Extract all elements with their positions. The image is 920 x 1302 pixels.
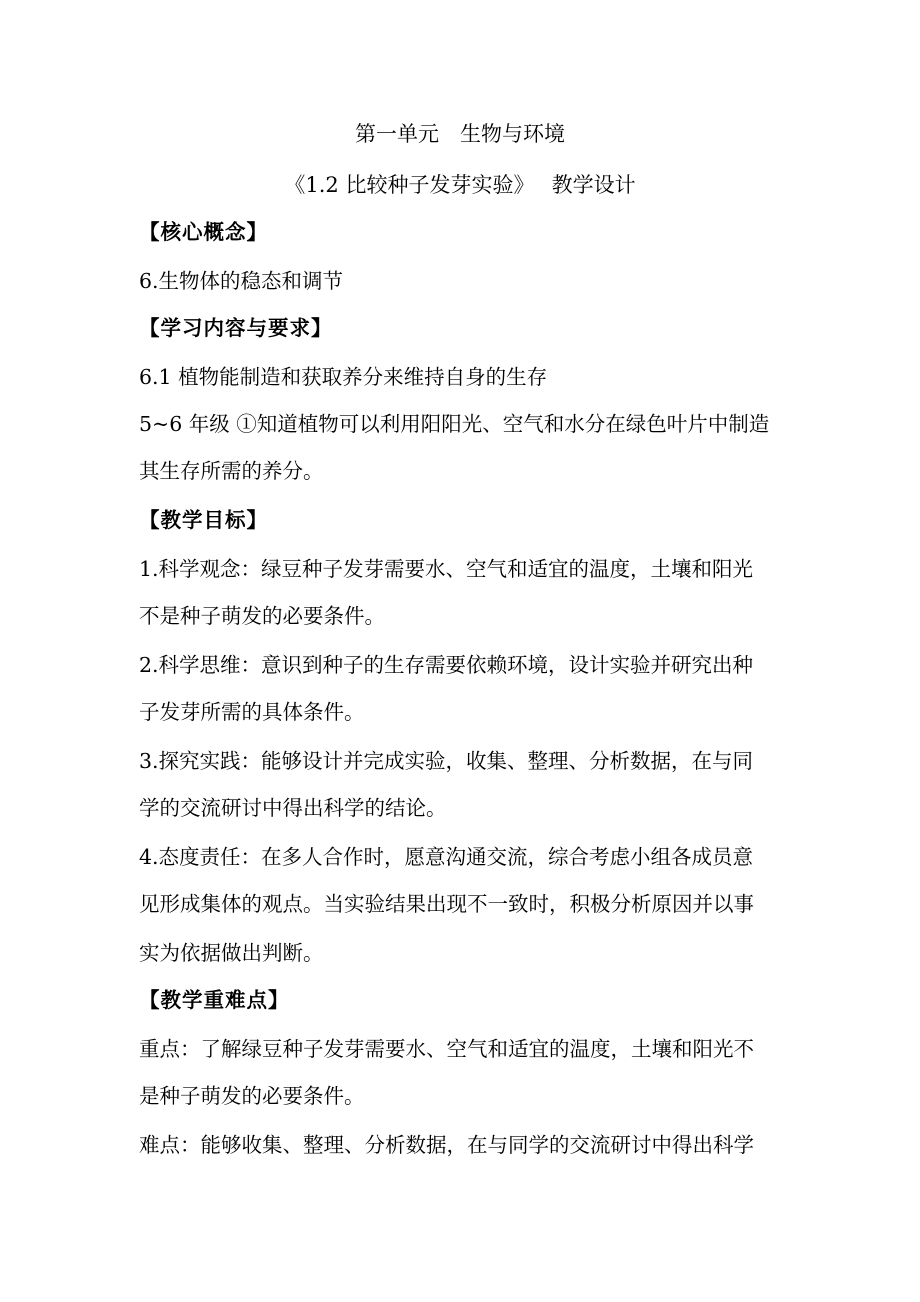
learning-content-line: 其生存所需的养分。 bbox=[139, 459, 324, 483]
unit-title: 第一单元 生物与环境 bbox=[355, 122, 565, 146]
key-point-line: 重点：了解绿豆种子发芽需要水、空气和适宜的温度，土壤和阳光不 bbox=[139, 1037, 754, 1061]
key-point-line: 是种子萌发的必要条件。 bbox=[139, 1084, 365, 1108]
teaching-goal-line: 3.探究实践：能够设计并完成实验，收集、整理、分析数据，在与同 bbox=[139, 749, 754, 773]
teaching-goal-line: 子发芽所需的具体条件。 bbox=[139, 700, 365, 724]
learning-content-heading: 【学习内容与要求】 bbox=[139, 316, 333, 340]
key-point-line: 难点：能够收集、整理、分析数据，在与同学的交流研讨中得出科学 bbox=[139, 1133, 754, 1157]
teaching-goal-line: 1.科学观念：绿豆种子发芽需要水、空气和适宜的温度，土壤和阳光 bbox=[139, 557, 754, 581]
teaching-goal-line: 学的交流研讨中得出科学的结论。 bbox=[139, 796, 447, 820]
teaching-goal-line: 见形成集体的观点。当实验结果出现不一致时，积极分析原因并以事 bbox=[139, 892, 754, 916]
lesson-title: 《1.2 比较种子发芽实验》 教学设计 bbox=[284, 173, 636, 197]
learning-content-line: 5~6 年级 ①知道植物可以利用阳阳光、空气和水分在绿色叶片中制造 bbox=[139, 412, 770, 436]
core-concept-item: 6.生物体的稳态和调节 bbox=[139, 269, 344, 293]
teaching-goal-line: 不是种子萌发的必要条件。 bbox=[139, 604, 385, 628]
key-points-heading: 【教学重难点】 bbox=[139, 988, 290, 1012]
teaching-goal-line: 实为依据做出判断。 bbox=[139, 941, 324, 965]
teaching-goals-heading: 【教学目标】 bbox=[139, 508, 268, 532]
learning-content-line: 6.1 植物能制造和获取养分来维持自身的生存 bbox=[139, 365, 548, 389]
teaching-goal-line: 2.科学思维：意识到种子的生存需要依赖环境，设计实验并研究出种 bbox=[139, 653, 754, 677]
teaching-goal-line: 4.态度责任：在多人合作时，愿意沟通交流，综合考虑小组各成员意 bbox=[139, 845, 754, 869]
core-concept-heading: 【核心概念】 bbox=[139, 220, 268, 244]
